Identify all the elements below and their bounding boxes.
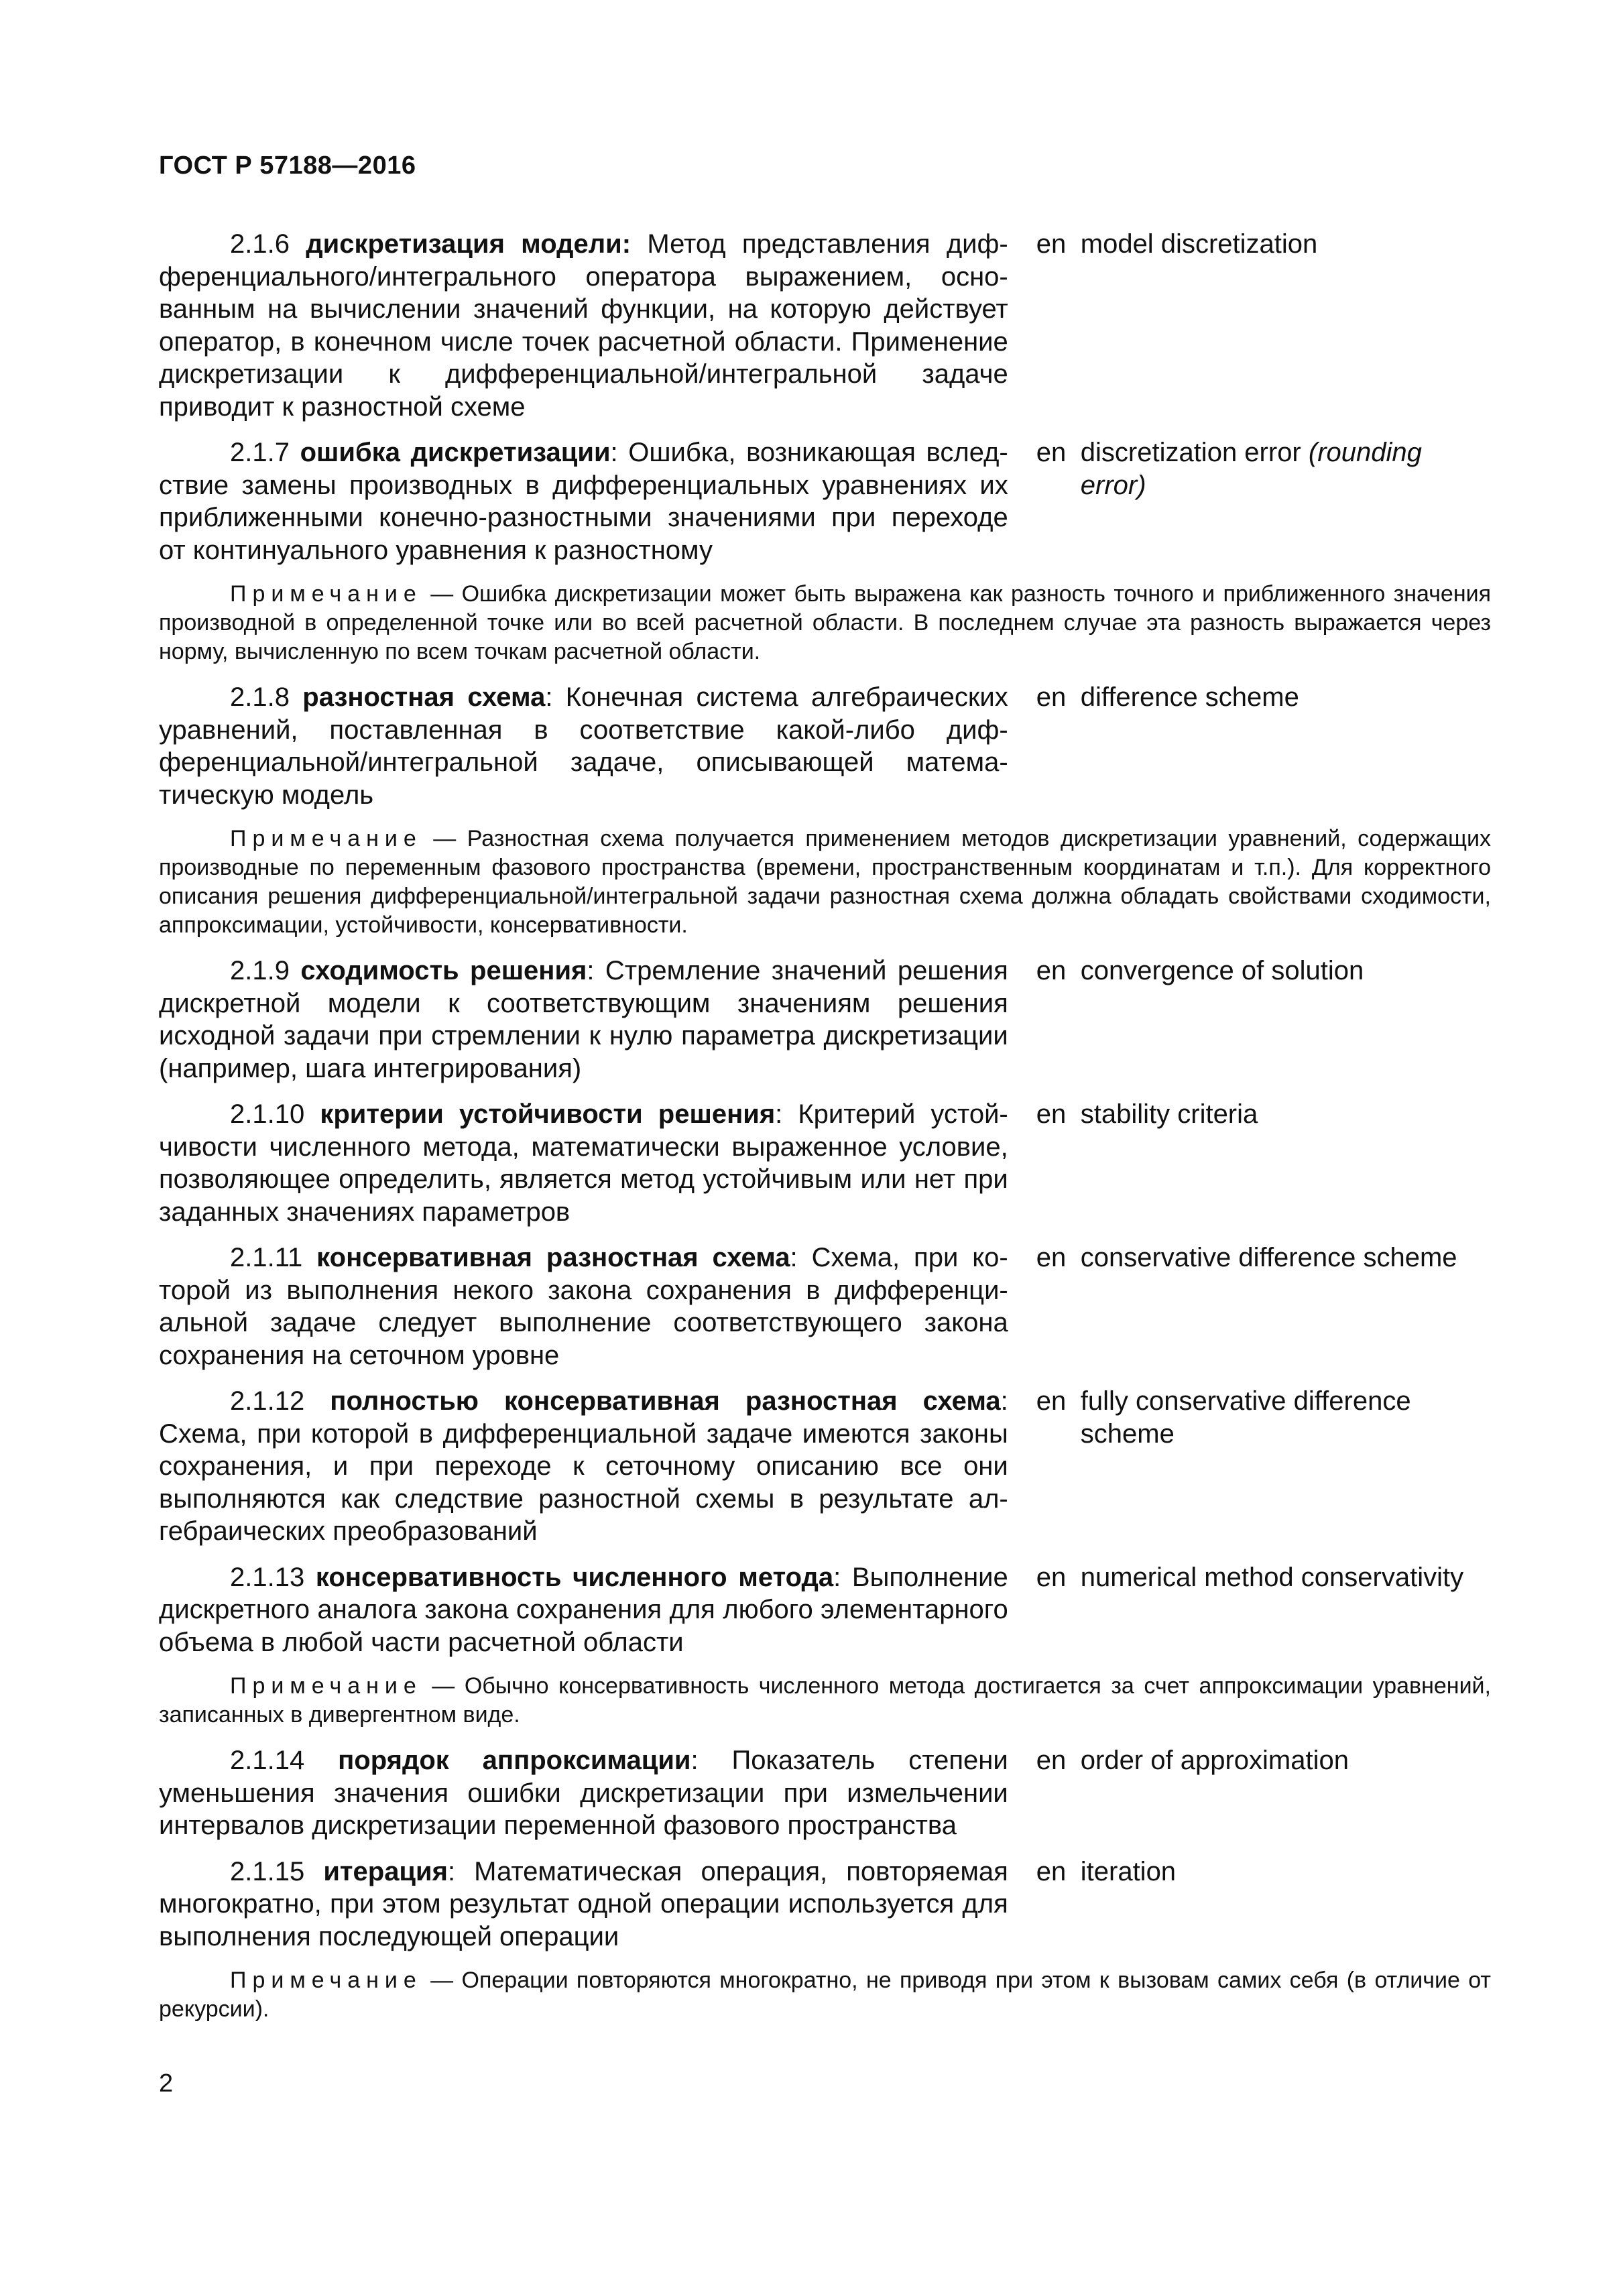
term-number: 2.1.7 xyxy=(230,438,290,467)
english-term: discretization error xyxy=(1080,438,1309,467)
term-entry xyxy=(159,681,1491,811)
term-entry xyxy=(159,1098,1491,1228)
note xyxy=(159,580,1491,666)
english-term: conservative difference scheme xyxy=(1080,1243,1457,1272)
english-equivalent xyxy=(1036,1098,1491,1228)
term-name: консервативная разностная схема xyxy=(316,1243,790,1272)
english-term: difference scheme xyxy=(1080,682,1299,712)
note-label: Примечание xyxy=(230,826,422,851)
note xyxy=(159,1966,1491,2024)
language-code: en xyxy=(1036,1746,1067,1775)
term-definition xyxy=(159,228,1008,423)
term-number: 2.1.14 xyxy=(230,1746,305,1775)
note-label: Примечание xyxy=(230,1673,422,1699)
term-name: полностью консервативная разностная схема xyxy=(330,1386,1001,1416)
note-text: — Разностная схема получается применением методов дискретизации уравнений, содержащих производные по переменным фазового пространства (времени, пространственным координатам и т.п.). Для корректного описания решения дифференциальной/интегральной задачи разностная схема должна обладать свойствами сходимости, аппроксимации, устойчивости, консервативности. xyxy=(159,826,1491,938)
term-definition xyxy=(159,1098,1008,1228)
term-name: критерии устойчивости решения xyxy=(320,1099,776,1129)
english-term: model discretization xyxy=(1080,229,1318,259)
english-equivalent xyxy=(1036,1385,1491,1548)
term-number: 2.1.6 xyxy=(230,229,290,259)
term-entry xyxy=(159,228,1491,423)
language-code: en xyxy=(1036,956,1067,985)
language-code: en xyxy=(1036,229,1067,259)
term-entry xyxy=(159,955,1491,1085)
term-entry xyxy=(159,1856,1491,1953)
english-equivalent xyxy=(1036,228,1491,423)
term-name: разностная схема xyxy=(302,682,546,712)
term-description: : Показатель степени уменьшения значения ошибки дискретизации при измельчении интервалов дискретизации переменной фазового пространства xyxy=(159,1746,1008,1840)
english-term: numerical method conservativity xyxy=(1080,1562,1464,1592)
english-equivalent xyxy=(1036,1242,1491,1372)
term-description: : Конечная система алгебраических уравнений, поставленная в соответствие какой-либо дифференциальной/интегральной задаче, описывающей математическую модель xyxy=(159,682,1008,810)
term-number: 2.1.9 xyxy=(230,956,290,985)
term-number: 2.1.10 xyxy=(230,1099,305,1129)
english-term: order of approximation xyxy=(1080,1746,1349,1775)
language-code: en xyxy=(1036,1099,1067,1129)
term-entry xyxy=(159,1744,1491,1842)
term-entry xyxy=(159,1385,1491,1548)
english-equivalent xyxy=(1036,436,1491,566)
note-text: — Обычно консервативность численного метода достигается за счет аппроксимации уравнений, записанных в дивергентном виде. xyxy=(159,1673,1491,1728)
english-equivalent xyxy=(1036,681,1491,811)
term-definition xyxy=(159,1385,1008,1548)
term-definition xyxy=(159,1561,1008,1659)
term-name: итерация xyxy=(323,1856,448,1886)
term-description: : Математическая операция, повторяемая многократно, при этом результат одной операции используется для выполнения последующей операции xyxy=(159,1856,1008,1951)
language-code: en xyxy=(1036,1243,1067,1272)
term-definition xyxy=(159,1744,1008,1842)
term-definition xyxy=(159,1856,1008,1953)
language-code: en xyxy=(1036,1386,1067,1416)
term-definition xyxy=(159,436,1008,566)
term-description: : Схема, при которой из выполнения некого закона сохранения в дифференциальной задаче следует выполнение соответствующего закона сохранения на сеточном уровне xyxy=(159,1243,1008,1370)
term-description: Метод представления дифференциального/интегрального оператора выражением, основанным на вычислении значений функции, на которую действует оператор, в конечном числе точек расчетной области. Применение дискретизации к дифференциальной/интегральной задаче приводит к разностной схеме xyxy=(159,229,1008,422)
term-name: консервативность численного метода xyxy=(315,1562,834,1592)
term-number: 2.1.15 xyxy=(230,1856,305,1886)
language-code: en xyxy=(1036,1562,1067,1592)
page-number: 2 xyxy=(159,2069,174,2098)
term-name: дискретизация модели: xyxy=(306,229,632,259)
term-description: : Стремление значений решения дискретной модели к соответствующим значениям решения исходной задачи при стремлении к нулю параметра дискретизации (например, шага интегрирования) xyxy=(159,956,1008,1083)
term-number: 2.1.11 xyxy=(230,1243,303,1272)
language-code: en xyxy=(1036,1856,1067,1886)
language-code: en xyxy=(1036,682,1067,712)
term-definition xyxy=(159,681,1008,811)
english-equivalent xyxy=(1036,1561,1491,1659)
term-definition xyxy=(159,1242,1008,1372)
term-entry xyxy=(159,1242,1491,1372)
english-equivalent xyxy=(1036,955,1491,1085)
note xyxy=(159,825,1491,940)
terms-section xyxy=(159,228,1491,2039)
english-term: iteration xyxy=(1080,1856,1177,1886)
term-name: ошибка дискретизации xyxy=(300,438,611,467)
english-term: stability criteria xyxy=(1080,1099,1258,1129)
term-number: 2.1.8 xyxy=(230,682,290,712)
english-equivalent xyxy=(1036,1744,1491,1842)
note-label: Примечание xyxy=(230,1968,422,1993)
english-term: fully conservative difference scheme xyxy=(1080,1386,1411,1449)
term-number: 2.1.13 xyxy=(230,1562,305,1592)
term-description: : Критерий устойчивости численного метода, математически выраженное условие, позволяющее определить, является метод устойчивым или нет при заданных значениях параметров xyxy=(159,1099,1008,1227)
english-equivalent xyxy=(1036,1856,1491,1953)
note xyxy=(159,1672,1491,1730)
english-term-alternative: (rounding error) xyxy=(1080,438,1422,500)
english-term: convergence of solution xyxy=(1080,956,1364,985)
term-entry xyxy=(159,1561,1491,1659)
note-label: Примечание xyxy=(230,581,422,607)
term-entry xyxy=(159,436,1491,566)
standard-designation: ГОСТ Р 57188—2016 xyxy=(159,152,416,180)
term-name: сходимость решения xyxy=(300,956,587,985)
term-name: порядок аппроксимации xyxy=(338,1746,691,1775)
language-code: en xyxy=(1036,438,1067,467)
term-description: : Схема, при которой в дифференциальной задаче имеются законы сохранения, и при переходе к сеточному описанию все они выполняются как следствие разностной схемы в результате алгебраических преобразований xyxy=(159,1386,1008,1546)
note-text: — Ошибка дискретизации может быть выражена как разность точного и приближенного значения производной в определенной точке или во всей расчетной области. В последнем случае эта разность выражается через норму, вычисленную по всем точкам расчетной области. xyxy=(159,581,1491,664)
term-definition xyxy=(159,955,1008,1085)
term-number: 2.1.12 xyxy=(230,1386,305,1416)
note-text: — Операции повторяются многократно, не приводя при этом к вызовам самих себя (в отличие от рекурсии). xyxy=(159,1968,1491,2022)
term-description: : Выполнение дискретного аналога закона сохранения для любого элементарного объема в любой части расчетной области xyxy=(159,1562,1008,1657)
term-description: : Ошибка, возникающая вследствие замены производных в дифференциальных уравнениях их приближенными конечно-разностными значениями при переходе от континуального уравнения к разностному xyxy=(159,438,1008,565)
